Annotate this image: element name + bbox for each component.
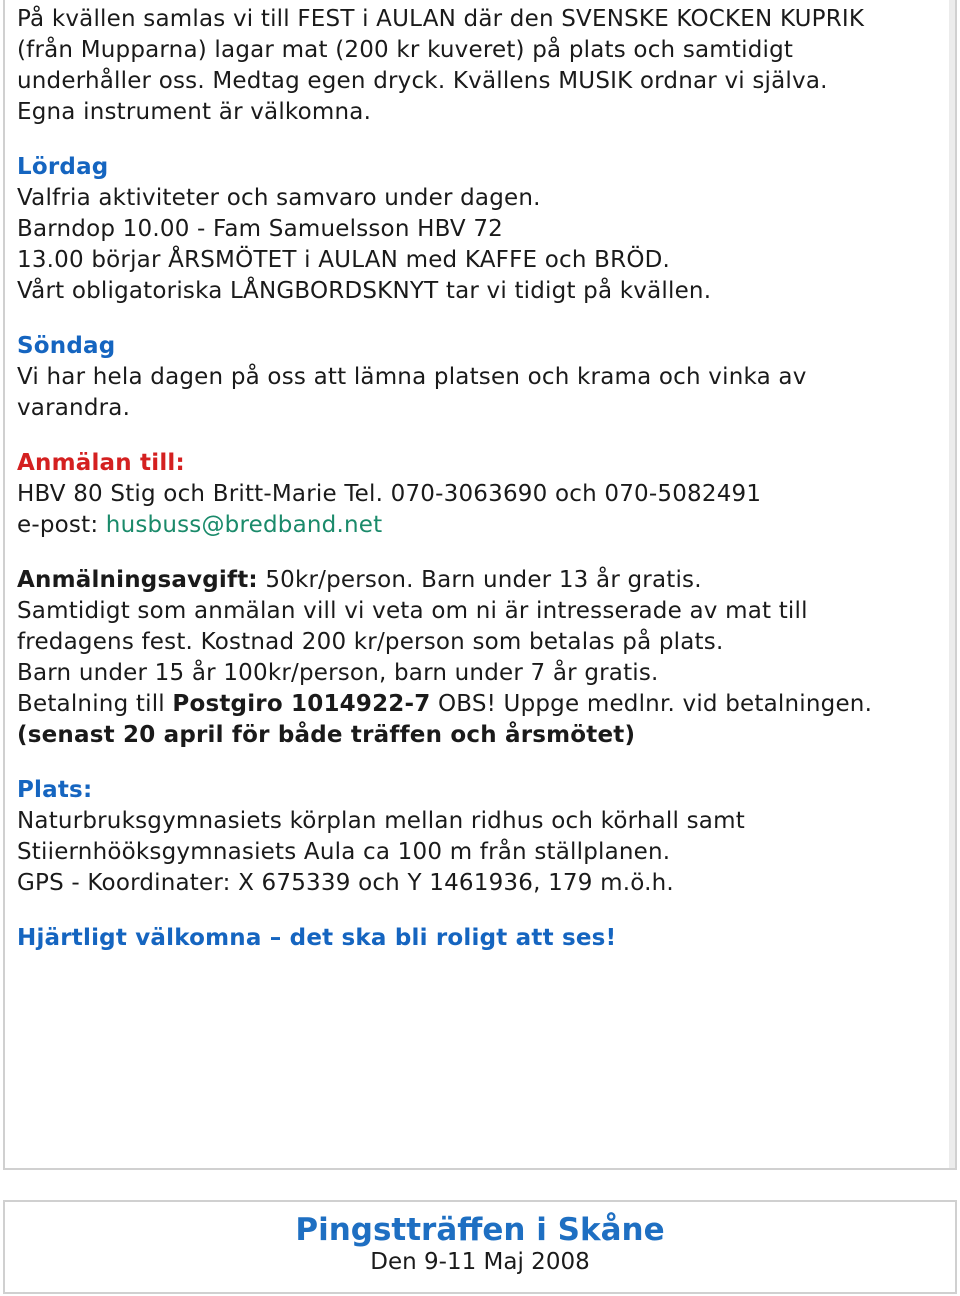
scroll-gutter [949,0,955,1168]
plats-line: GPS - Koordinater: X 675339 och Y 1461936, 179 m.ö.h. [17,870,674,896]
plats-line: Stiiernhööksgymnasiets Aula ca 100 m från ställplanen. [17,839,671,865]
sondag-line: varandra. [17,395,131,421]
postgiro-account: Postgiro 1014922-7 [172,691,431,717]
anmalan-section [17,448,937,541]
plats-heading: Plats: [17,777,93,803]
email-row [17,510,937,541]
email-link[interactable]: husbuss@bredband.net [105,512,383,538]
lordag-line: Barndop 10.00 - Fam Samuelsson HBV 72 [17,216,503,242]
intro-line: På kvällen samlas vi till FEST i AULAN där den SVENSKE KOCKEN KUPRIK [17,6,865,32]
plats-line: Naturbruksgymnasiets körplan mellan ridhus och körhall samt [17,808,745,834]
closing-greeting: Hjärtligt välkomna – det ska bli roligt att ses! [17,925,617,951]
lordag-section [17,152,937,307]
avgift-section [17,565,937,751]
anmalan-contact: HBV 80 Stig och Britt-Marie Tel. 070-3063690 och 070-5082491 [17,481,762,507]
intro-line: (från Mupparna) lagar mat (200 kr kuveret) på plats och samtidigt [17,37,794,63]
avgift-line: fredagens fest. Kostnad 200 kr/person som betalas på plats. [17,629,724,655]
intro-line: underhåller oss. Medtag egen dryck. Kvällens MUSIK ordnar vi själva. [17,68,828,94]
intro-line: Egna instrument är välkomna. [17,99,372,125]
sondag-section [17,331,937,424]
avgift-line: Samtidigt som anmälan vill vi veta om ni är intresserade av mat till [17,598,808,624]
sondag-heading: Söndag [17,333,116,359]
avgift-line: Barn under 15 år 100kr/person, barn under 7 år gratis. [17,660,659,686]
payment-prefix: Betalning till [17,691,165,717]
email-label: e-post: [17,512,99,538]
plats-section [17,775,937,899]
payment-suffix: OBS! Uppge medlnr. vid betalningen. [437,691,873,717]
payment-line [17,689,937,720]
lordag-line: Vårt obligatoriska LÅNGBORDSKNYT tar vi tidigt på kvällen. [17,278,712,304]
event-date: Den 9-11 Maj 2008 [370,1249,590,1275]
avgift-price: 50kr/person. Barn under 13 år gratis. [265,567,702,593]
lordag-heading: Lördag [17,154,109,180]
lordag-line: Valfria aktiviteter och samvaro under dagen. [17,185,541,211]
sondag-line: Vi har hela dagen på oss att lämna platsen och krama och vinka av [17,364,807,390]
anmalan-heading: Anmälan till: [17,450,185,476]
avgift-line [17,565,937,596]
document-body [17,4,937,954]
deadline-line: (senast 20 april för både träffen och årsmötet) [17,722,636,748]
avgift-label: Anmälningsavgift: [17,567,258,593]
main-content-box [3,0,957,1170]
lordag-line: 13.00 börjar ÅRSMÖTET i AULAN med KAFFE och BRÖD. [17,247,671,273]
intro-section [17,4,937,128]
event-title: Pingstträffen i Skåne [295,1212,665,1248]
footer-box [3,1200,957,1294]
